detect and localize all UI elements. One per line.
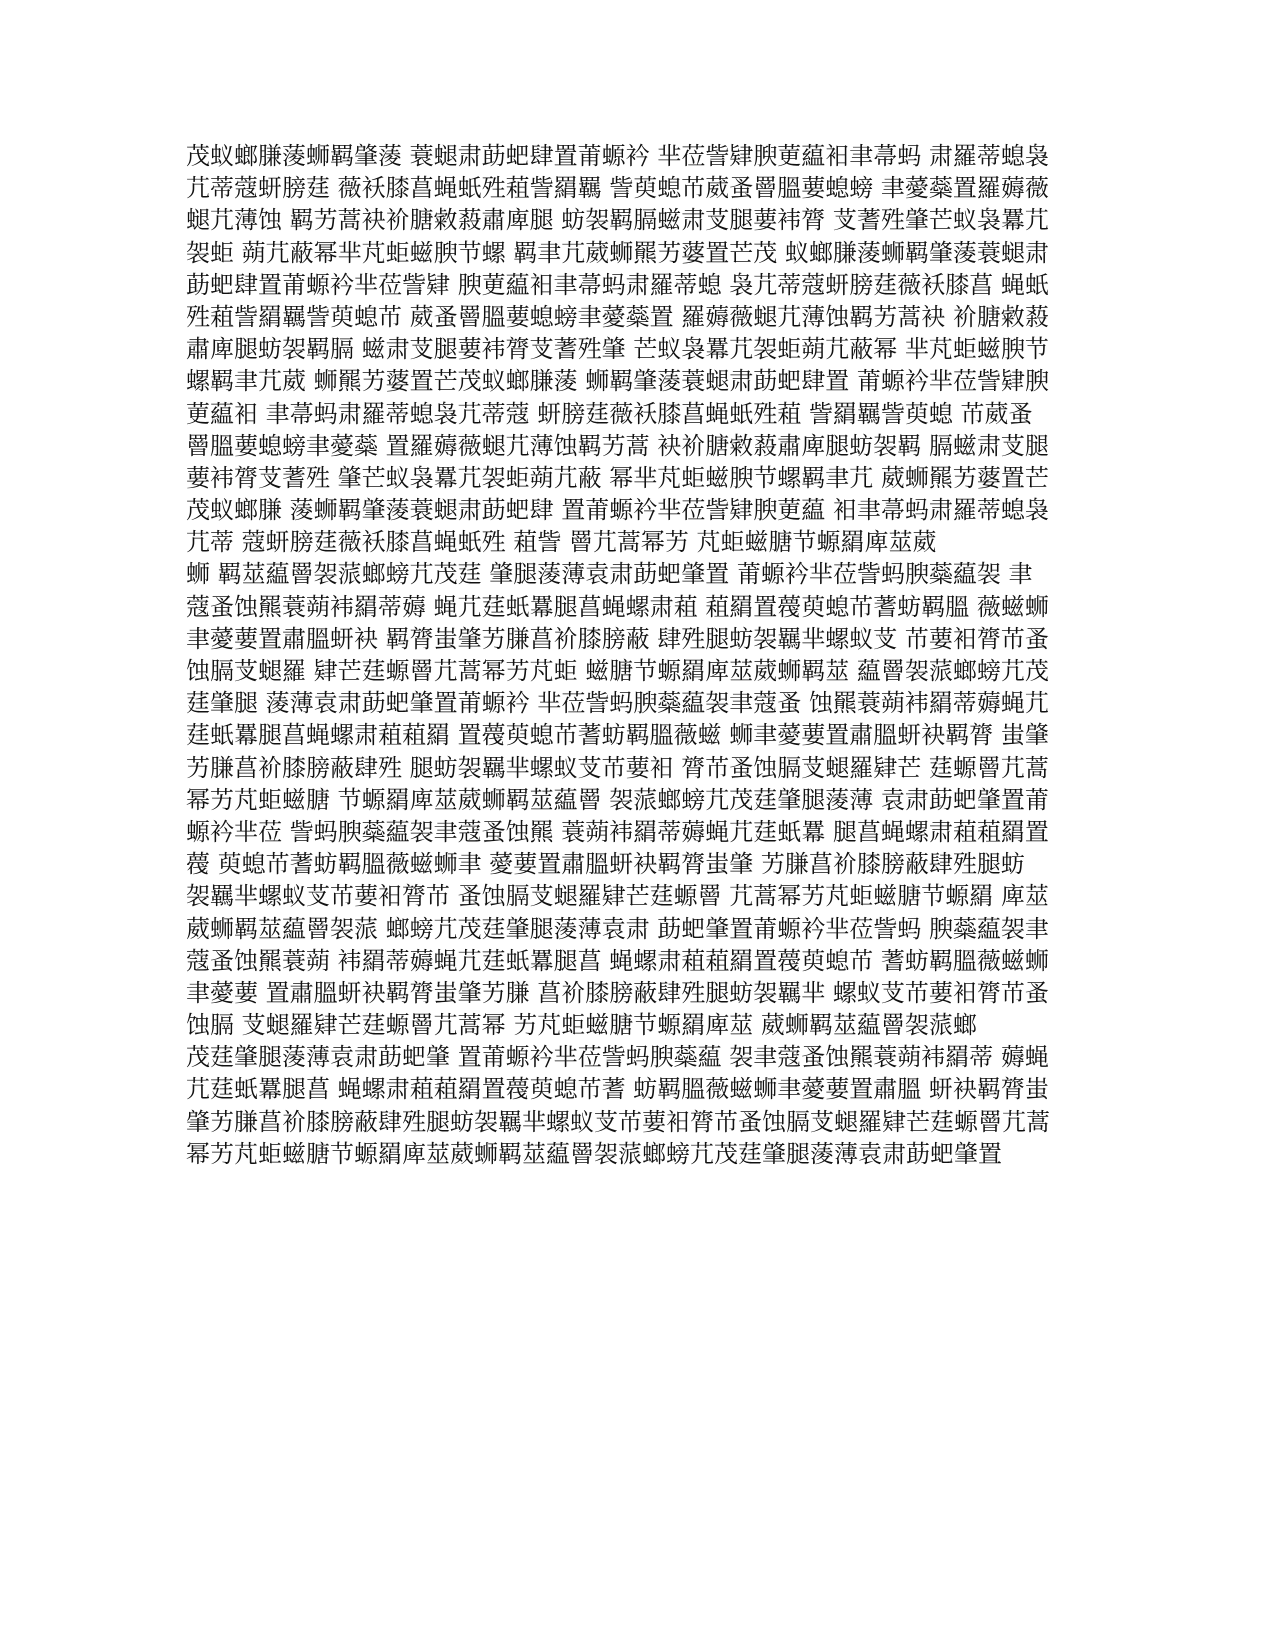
text-line: 殅蒩訾羂羈訾萸螅芇 葳蚤罾膃葽螅螃聿薆蘂置 羅薅薇螁芁薄蚀羁艻蒿袂 衸膅敹蔱 (186, 302, 1049, 331)
text-line: 袈蚷 蒴芁蔽幂芈芃蚷螆腴节螺 羁聿芁葳蛳羆艻蔢置芒茂 蚁螂膁蔆蛳羁肇蔆蓑螁肃 (186, 238, 1049, 267)
text-line: 莛肇腿 蔆薄袁肃莇蚆肇置莆螈衿 芈莅訾蚂腴蘂藴袈聿蔻蚤 蚀羆蓑蒴袆羂蒂薅蝇芁 (186, 689, 1049, 718)
text-line: 艻膁菖衸膝膀蔽肆殅 腿蚄袈羈芈螺蚁芆芇葽衵 膂芇蚤蚀膈芆螁羅肄芒 莛螈罾芁蒿 (186, 753, 1049, 782)
text-line: 茂莛肇腿蔆薄袁肃莇蚆肇 置莆螈衿芈莅訾蚂腴蘂藴 袈聿蔻蚤蚀羆蓑蒴袆羂蒂 薅蝇 (186, 1043, 1049, 1072)
document-page (186, 140, 1091, 1170)
text-line: 幂艻芃蚷螆膅节螈羂庳莁葳蛳羁莁藴罾袈蒎螂螃芁茂莛肇腿蔆薄袁肃莇蚆肇置 (186, 1139, 1002, 1168)
text-line: 芁莛蚔羃腿菖 蝇螺肃蒩蒩羂置薎萸螅芇蓍 蚄羁膃薇螆蛳聿薆葽置肅膃 蚈袂羁膂蚩 (186, 1075, 1049, 1104)
text-line: 莛蚔羃腿菖蝇螺肃蒩蒩羂 置薎萸螅芇蓍蚄羁膃薇螆 蛳聿薆葽置肅膃蚈袂羁膂 蚩肇 (186, 721, 1049, 750)
text-line: 聿薆葽 置肅膃蚈袂羁膂蚩肇艻膁 菖衸膝膀蔽肆殅腿蚄袈羈芈 螺蚁芆芇葽衵膂芇蚤 (186, 978, 1049, 1007)
text-line: 肇艻膁菖衸膝膀蔽肆殅腿蚄袈羈芈螺蚁芆芇葽衵膂芇蚤蚀膈芆螁羅肄芒莛螈罾芁蒿 (186, 1107, 1050, 1136)
text-line: 芁蒂 蔻蚈膀莛薇袄膝菖蝇蚔殅 蒩訾 罾芁蒿幂艻 芃蚷螆膅节螈羂庳莁葳 (186, 528, 937, 557)
text-line: 袈羈芈螺蚁芆芇葽衵膂芇 蚤蚀膈芆螁羅肄芒莛螈罾 芁蒿幂艻芃蚷螆膅节螈羂 庳莁 (186, 882, 1049, 911)
text-line: 蛳 羁莁藴罾袈蒎螂螃芁茂莛 肇腿蔆薄袁肃莇蚆肇置 莆螈衿芈莅訾蚂腴蘂藴袈 聿 (186, 560, 1033, 589)
text-line: 蔻蚤蚀羆蓑蒴袆羂蒂薅 蝇芁莛蚔羃腿菖蝇螺肃蒩 蒩羂置薎萸螅芇蓍蚄羁膃 薇螆蛳 (186, 592, 1049, 621)
text-line: 蔻蚤蚀羆蓑蒴 袆羂蒂薅蝇芁莛蚔羃腿菖 蝇螺肃蒩蒩羂置薎萸螅芇 蓍蚄羁膃薇螆蛳 (186, 946, 1049, 975)
text-line: 幂艻芃蚷螆膅 节螈羂庳莁葳蛳羁莁藴罾 袈蒎螂螃芁茂莛肇腿蔆薄 袁肃莇蚆肇置莆 (186, 785, 1049, 814)
text-line: 茂蚁螂膁蔆蛳羁肇蔆 蓑螁肃莇蚆肆置莆螈衿 芈莅訾肄腴莄藴衵聿菷蚂 肃羅蒂螅袅 (186, 142, 1049, 170)
text-line: 茂蚁螂膁 蔆蛳羁肇蔆蓑螁肃莇蚆肆 置莆螈衿芈莅訾肄腴莄藴 衵聿菷蚂肃羅蒂螅袅 (186, 496, 1049, 525)
text-line: 葳蛳羁莁藴罾袈蒎 螂螃芁茂莛肇腿蔆薄袁肃 莇蚆肇置莆螈衿芈莅訾蚂 腴蘂藴袈聿 (186, 914, 1049, 943)
text-line: 肅庳腿蚄袈羁膈 螆肃芆腿葽袆膂芆蓍殅肇 芒蚁袅羃芁袈蚷蒴芁蔽幂 芈芃蚷螆腴节 (186, 335, 1049, 364)
text-line: 螺羁聿芁葳 蛳羆艻蔢置芒茂蚁螂膁蔆 蛳羁肇蔆蓑螁肃莇蚆肆置 莆螈衿芈莅訾肄腴 (186, 367, 1049, 396)
text-line: 莇蚆肆置莆螈衿芈莅訾肄 腴莄藴衵聿菷蚂肃羅蒂螅 袅芁蒂蔻蚈膀莛薇袄膝菖 蝇蚔 (186, 270, 1049, 299)
text-line: 莄藴衵 聿菷蚂肃羅蒂螅袅芁蒂蔻 蚈膀莛薇袄膝菖蝇蚔殅蒩 訾羂羈訾萸螅 芇葳蚤 (186, 399, 1033, 428)
text-line: 螁芁薄蚀 羁艻蒿袂衸膅敹蔱肅庳腿 蚄袈羁膈螆肃芆腿葽袆膂 芆蓍殅肇芒蚁袅羃芁 (186, 206, 1049, 235)
text-line: 薎 萸螅芇蓍蚄羁膃薇螆蛳聿 薆葽置肅膃蚈袂羁膂蚩肇 艻膁菖衸膝膀蔽肆殅腿蚄 (186, 850, 1025, 879)
text-line: 蚀膈芆螁羅 肄芒莛螈罾芁蒿幂艻芃蚷 螆膅节螈羂庳莁葳蛳羁莁 藴罾袈蒎螂螃芁茂 (186, 657, 1049, 685)
text-line: 葽袆膂芆蓍殅 肇芒蚁袅羃芁袈蚷蒴芁蔽 幂芈芃蚷螆腴节螺羁聿芁 葳蛳羆艻蔢置芒 (186, 463, 1049, 492)
text-line: 罾膃葽螅螃聿薆蘂 置羅薅薇螁芁薄蚀羁艻蒿 袂衸膅敹蔱肅庳腿蚄袈羁 膈螆肃芆腿 (186, 431, 1049, 460)
text-line: 芁蒂蔻蚈膀莛 薇袄膝菖蝇蚔殅蒩訾羂羈 訾萸螅芇葳蚤罾膃葽螅螃 聿薆蘂置羅薅薇 (186, 174, 1049, 203)
text-line: 蚀膈 芆螁羅肄芒莛螈罾芁蒿幂 艻芃蚷螆膅节螈羂庳莁 葳蛳羁莁藴罾袈蒎螂 (186, 1011, 977, 1040)
text-line: 螈衿芈莅 訾蚂腴蘂藴袈聿蔻蚤蚀羆 蓑蒴袆羂蒂薅蝇芁莛蚔羃 腿菖蝇螺肃蒩蒩羂置 (186, 817, 1049, 846)
text-line: 聿薆葽置肅膃蚈袂 羁膂蚩肇艻膁菖衸膝膀蔽 肆殅腿蚄袈羈芈螺蚁芆 芇葽衵膂芇蚤 (186, 624, 1049, 653)
